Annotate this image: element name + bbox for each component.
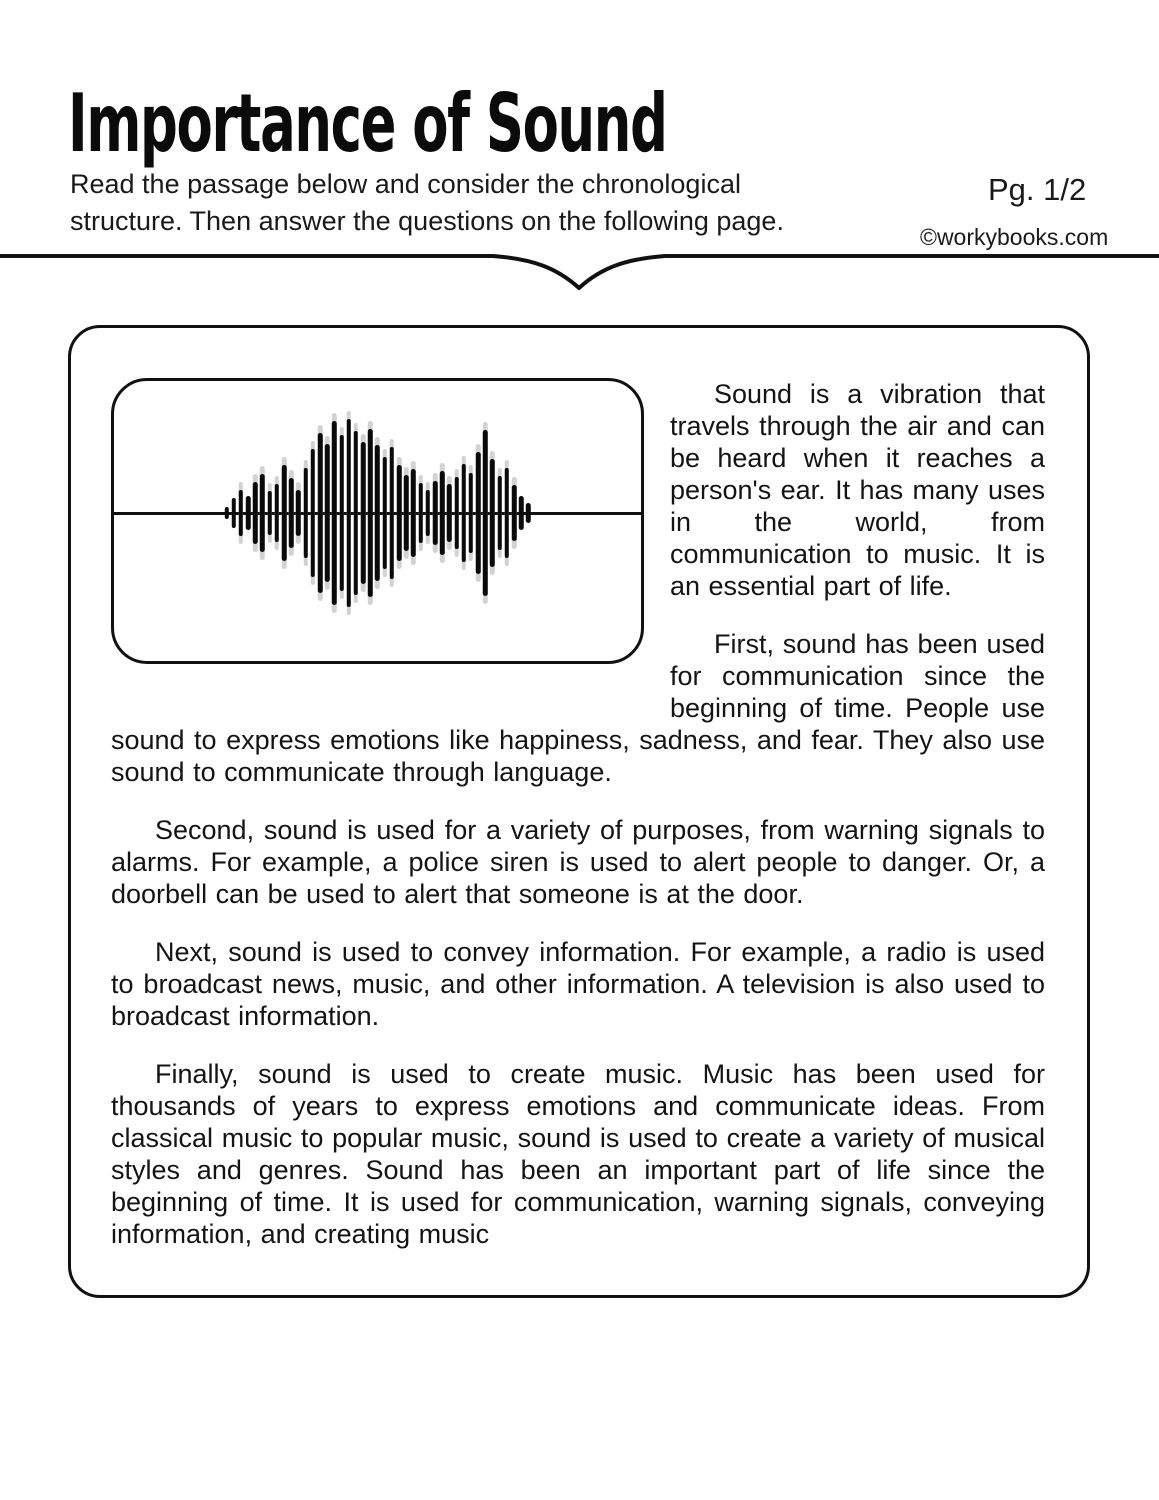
waveform-bar [282,407,287,619]
passage-paragraph-2: First, sound has been used for communication since the beginning of time. People use sound to express emotions like happiness, sadness, and fear. They also use sound to communicate through language. [111,629,1045,787]
instructions-text: Read the passage below and consider the chronological structure. Then answer the questions on the following page. [70,169,784,236]
waveform-bar [526,407,531,619]
passage-paragraph-4: Next, sound is used to convey information. For example, a radio is used to broadcast news, music, and other information. A television is also used to broadcast information. [111,937,1045,1031]
passage-paragraph-3: Second, sound is used for a variety of purposes, from warning signals to alarms. For example, a police siren is used to alert people to danger. Or, a doorbell can be used to alert that someone is at the door. [111,815,1045,909]
waveform-bar [497,407,502,619]
copyright-text: ©workybooks.com [920,224,1109,250]
waveform-bar [239,407,244,619]
page-number-label: Pg. 1/2 [988,172,1087,207]
waveform-bar [260,407,265,619]
sound-waveform-image [111,378,644,664]
waveform-bar [418,407,423,619]
divider-chevron-line [0,252,1159,294]
passage-paragraph-5: Finally, sound is used to create music. Music has been used for thousands of years to express emotions and communicate ideas. From classical music to popular music, sound is used to create a variety of musical styles and genres. Sound has been an important part of life since the beginning of time. It is used for communication, warning signals, conveying information, and creating music [111,1059,1045,1249]
waveform-bar [246,407,251,619]
waveform-bar [361,407,366,619]
waveform-bar [311,407,316,619]
waveform-bar [382,407,387,619]
waveform-bar [231,407,236,619]
waveform-bar [339,407,344,619]
waveform-bars [224,407,530,619]
waveform-bar [519,407,524,619]
waveform-bar [296,407,301,619]
waveform-bar [505,407,510,619]
waveform-bar [224,407,229,619]
passage-paragraph-1: Sound is a vibration that travels through the air and can be heard when it reaches a person's ear. It has many uses in the world, from communication to music. It is an essential part of life. [670,379,1045,601]
waveform-bar [469,407,474,619]
waveform-bar [483,407,488,619]
waveform-bar [267,407,272,619]
page-title: Importance of Sound [68,77,667,170]
waveform-bar [253,407,258,619]
passage-card [68,325,1090,1298]
waveform-bar [332,407,337,619]
waveform-bar [397,407,402,619]
waveform-bar [440,407,445,619]
waveform-bar [346,407,351,619]
waveform-bar [289,407,294,619]
waveform-bar [476,407,481,619]
waveform-bar [404,407,409,619]
waveform-bar [354,407,359,619]
waveform-bar [461,407,466,619]
waveform-bar [390,407,395,619]
waveform-bar [426,407,431,619]
waveform-bar [490,407,495,619]
waveform-bar [368,407,373,619]
waveform-bar [512,407,517,619]
waveform-bar [318,407,323,619]
waveform-bar [275,407,280,619]
waveform-bar [325,407,330,619]
waveform-bar [447,407,452,619]
waveform-bar [454,407,459,619]
waveform-bar [303,407,308,619]
waveform-bar [411,407,416,619]
waveform-bar [433,407,438,619]
waveform-bar [375,407,380,619]
